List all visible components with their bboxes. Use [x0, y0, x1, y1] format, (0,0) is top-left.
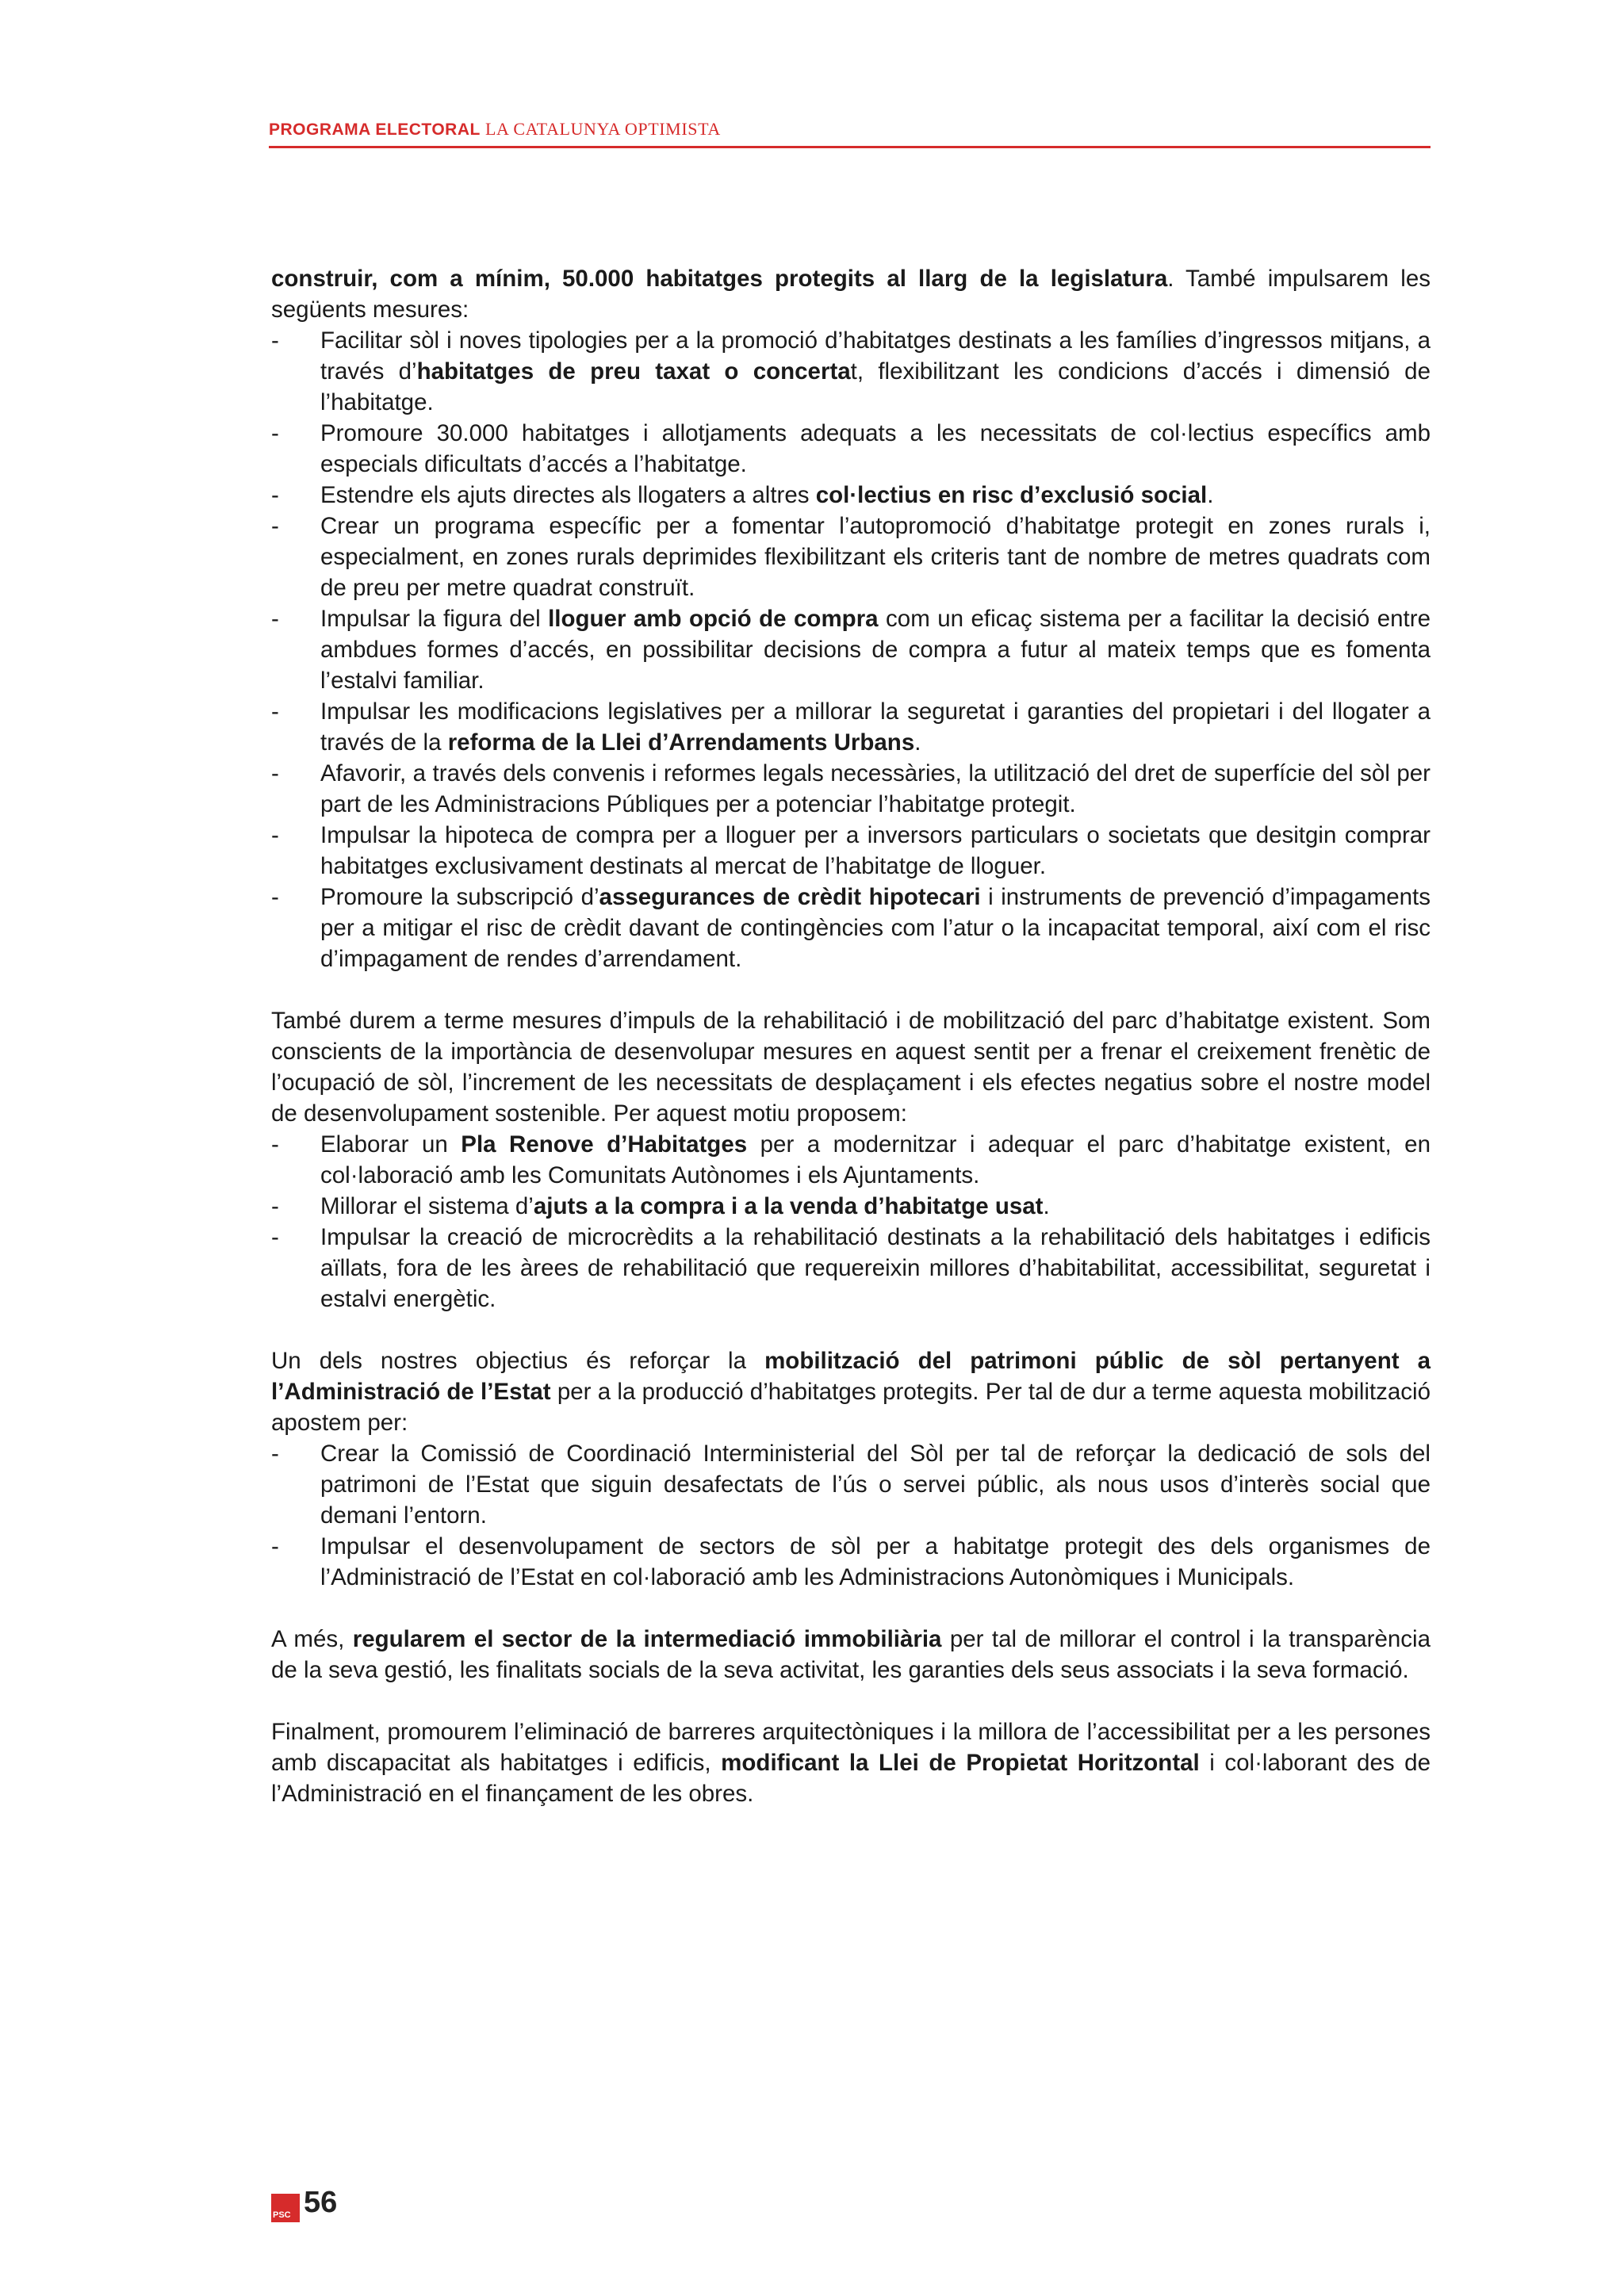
- list-item: [271, 325, 1431, 418]
- list-rehabilitation-measures: [271, 1129, 1431, 1314]
- list-item-text: .: [1207, 482, 1214, 508]
- public-land-bold: mobilització del patrimoni públic de sòl pertanyent a l’Administració de l’Estat: [271, 1348, 1431, 1405]
- bullet-dash: -: [271, 1533, 279, 1559]
- bullet-dash: -: [271, 698, 279, 725]
- bullet-dash: -: [271, 1441, 279, 1467]
- list-item-text: Estendre els ajuts directes als llogaters a altres: [320, 482, 816, 508]
- list-item: [271, 882, 1431, 974]
- list-item: [271, 820, 1431, 882]
- list-item-text: Impulsar la hipoteca de compra per a lloguer per a inversors particulars o societats que desitgin comprar habitatges exclusivament destinats al mercat de l’habitatge de lloguer.: [320, 822, 1431, 879]
- list-item-text: Crear la Comissió de Coordinació Interministerial del Sòl per tal de reforçar la dedicació de sols del patrimoni de l’Estat que siguin desafectats de l’ús o servei públic, als nous usos d’interès social que demani l’entorn.: [320, 1441, 1431, 1529]
- paragraph-gap: [271, 1686, 1431, 1716]
- list-item: [271, 480, 1431, 511]
- page-number: 56: [304, 2186, 338, 2219]
- intro-rest: . També impulsarem les següents mesures:: [271, 266, 1431, 323]
- real-estate-bold: regularem el sector de la intermediació immobiliària: [352, 1626, 942, 1652]
- bullet-dash: -: [271, 513, 279, 539]
- bullet-dash: -: [271, 327, 279, 354]
- bullet-dash: -: [271, 1224, 279, 1250]
- paragraph-gap: [271, 1314, 1431, 1345]
- list-item-text: Crear un programa específic per a fomentar l’autopromoció d’habitatge protegit en zones rurals i, especialment, en zones rurals deprimides flexibilitzant els criteris tant de nombre de metres quadrats com de preu per metre quadrat construït.: [320, 513, 1431, 601]
- paragraph-accessibility: Finalment, promourem l’eliminació de barreres arquitectòniques i la millora de l’accessibilitat per a les persones amb discapacitat als habitatges i edificis, modificant la Llei de Propietat Horitzontal i col·laborant des de l’Administració en el finançament de les obres.: [271, 1719, 1431, 1807]
- list-item-text: t, flexibilitzant les condicions d’accés i dimensió de l’habitatge.: [320, 358, 1431, 415]
- list-item-text: per a modernitzar i adequar el parc d’habitatge existent, en col·laboració amb les Comunitats Autònomes i els Ajuntaments.: [320, 1131, 1431, 1188]
- intro-paragraph: [271, 263, 1431, 325]
- list-item: [271, 1191, 1431, 1222]
- bullet-dash: -: [271, 606, 279, 632]
- header-title: LA CATALUNYA OPTIMISTA: [480, 119, 721, 139]
- bullet-dash: -: [271, 420, 279, 446]
- list-housing-measures: [271, 325, 1431, 974]
- list-item-text: Impulsar la creació de microcrèdits a la rehabilitació destinats a la rehabilitació dels habitatges i edificis aïllats, fora de les àrees de rehabilitació que requereixin millores d’habitabilitat, accessibilitat, seguretat i estalvi energètic.: [320, 1224, 1431, 1312]
- list-item-text: Facilitar sòl i noves tipologies per a la promoció d’habitatges destinats a les famílies d’ingressos mitjans, a través d’: [320, 327, 1431, 385]
- page-body: [271, 263, 1431, 1809]
- header-program-label: PROGRAMA ELECTORAL: [269, 121, 481, 139]
- paragraph-gap: [271, 974, 1431, 1005]
- list-item: [271, 603, 1431, 696]
- running-header: [269, 119, 1431, 148]
- list-item-text: Impulsar la figura del: [320, 606, 549, 632]
- list-item: [271, 1129, 1431, 1191]
- list-item: [271, 696, 1431, 758]
- list-item: [271, 1222, 1431, 1314]
- list-item-text: com un eficaç sistema per a facilitar la decisió entre ambdues formes d’accés, en possibilitar decisions de compra a futur al mateix temps que es fomenta l’estalvi familiar.: [320, 606, 1431, 694]
- accessibility-bold: modificant la Llei de Propietat Horitzontal: [721, 1750, 1200, 1776]
- paragraph-public-land: Un dels nostres objectius és reforçar la mobilització del patrimoni públic de sòl pertanyent a l’Administració de l’Estat per a la producció d’habitatges protegits. Per tal de dur a terme aquesta mobilització apostem per:: [271, 1348, 1431, 1436]
- list-item-text: Afavorir, a través dels convenis i reformes legals necessàries, la utilització del dret de superfície del sòl per part de les Administracions Públiques per a potenciar l’habitatge protegit.: [320, 760, 1431, 817]
- list-item: [271, 511, 1431, 603]
- paragraph-real-estate: A més, regularem el sector de la intermediació immobiliària per tal de millorar el control i la transparència de la seva gestió, les finalitats socials de la seva activitat, les garanties dels seus associats i la seva formació.: [271, 1626, 1431, 1683]
- list-public-land-measures: [271, 1438, 1431, 1593]
- bullet-dash: -: [271, 1131, 279, 1158]
- bullet-dash: -: [271, 1193, 279, 1219]
- bullet-dash: -: [271, 482, 279, 508]
- list-item-bold: ajuts a la compra i a la venda d’habitatge usat: [533, 1193, 1044, 1219]
- list-item-bold: lloguer amb opció de compra: [548, 606, 879, 632]
- bullet-dash: -: [271, 822, 279, 848]
- list-item: [271, 1531, 1431, 1593]
- bullet-dash: -: [271, 760, 279, 786]
- list-item-text: Promoure la subscripció d’: [320, 884, 599, 910]
- list-item-text: .: [1043, 1193, 1050, 1219]
- list-item-text: Millorar el sistema d’: [320, 1193, 534, 1219]
- list-item-text: .: [914, 729, 921, 756]
- list-item: [271, 418, 1431, 480]
- paragraph-gap: [271, 1593, 1431, 1624]
- paragraph-rehabilitation: També durem a terme mesures d’impuls de la rehabilitació i de mobilització del parc d’habitatge existent. Som conscients de la importància de desenvolupar mesures en aquest sentit per a frenar el creixement frenètic de l’ocupació de sòl, l’increment de les necessitats de desplaçament i els efectes negatius sobre el nostre model de desenvolupament sostenible. Per aquest motiu proposem:: [271, 1008, 1431, 1127]
- intro-bold: construir, com a mínim, 50.000 habitatges protegits al llarg de la legislatura: [271, 266, 1168, 292]
- psc-logo: [271, 2194, 300, 2222]
- list-item-bold: Pla Renove d’Habitatges: [461, 1131, 748, 1158]
- list-item-bold: reforma de la Llei d’Arrendaments Urbans: [447, 729, 915, 756]
- list-item-text: Impulsar el desenvolupament de sectors de sòl per a habitatge protegit des dels organismes de l’Administració de l’Estat en col·laboració amb les Administracions Autonòmiques i Municipals.: [320, 1533, 1431, 1590]
- list-item-text: Impulsar les modificacions legislatives per a millorar la seguretat i garanties del propietari i del llogater a través de la: [320, 698, 1431, 756]
- list-item-text: Elaborar un: [320, 1131, 462, 1158]
- list-item-text: i instruments de prevenció d’impagaments per a mitigar el risc de crèdit davant de contingències com l’atur o la incapacitat temporal, així com el risc d’impagament de rendes d’arrendament.: [320, 884, 1431, 972]
- bullet-dash: -: [271, 884, 279, 910]
- list-item-bold: col·lectius en risc d’exclusió social: [815, 482, 1208, 508]
- list-item: [271, 758, 1431, 820]
- list-item-text: Promoure 30.000 habitatges i allotjaments adequats a les necessitats de col·lectius específics amb especials dificultats d’accés a l’habitatge.: [320, 420, 1431, 477]
- psc-logo-text: PSC: [273, 2210, 291, 2220]
- list-item: [271, 1438, 1431, 1531]
- list-item-bold: habitatges de preu taxat o concerta: [416, 358, 851, 385]
- list-item-bold: assegurances de crèdit hipotecari: [599, 884, 981, 910]
